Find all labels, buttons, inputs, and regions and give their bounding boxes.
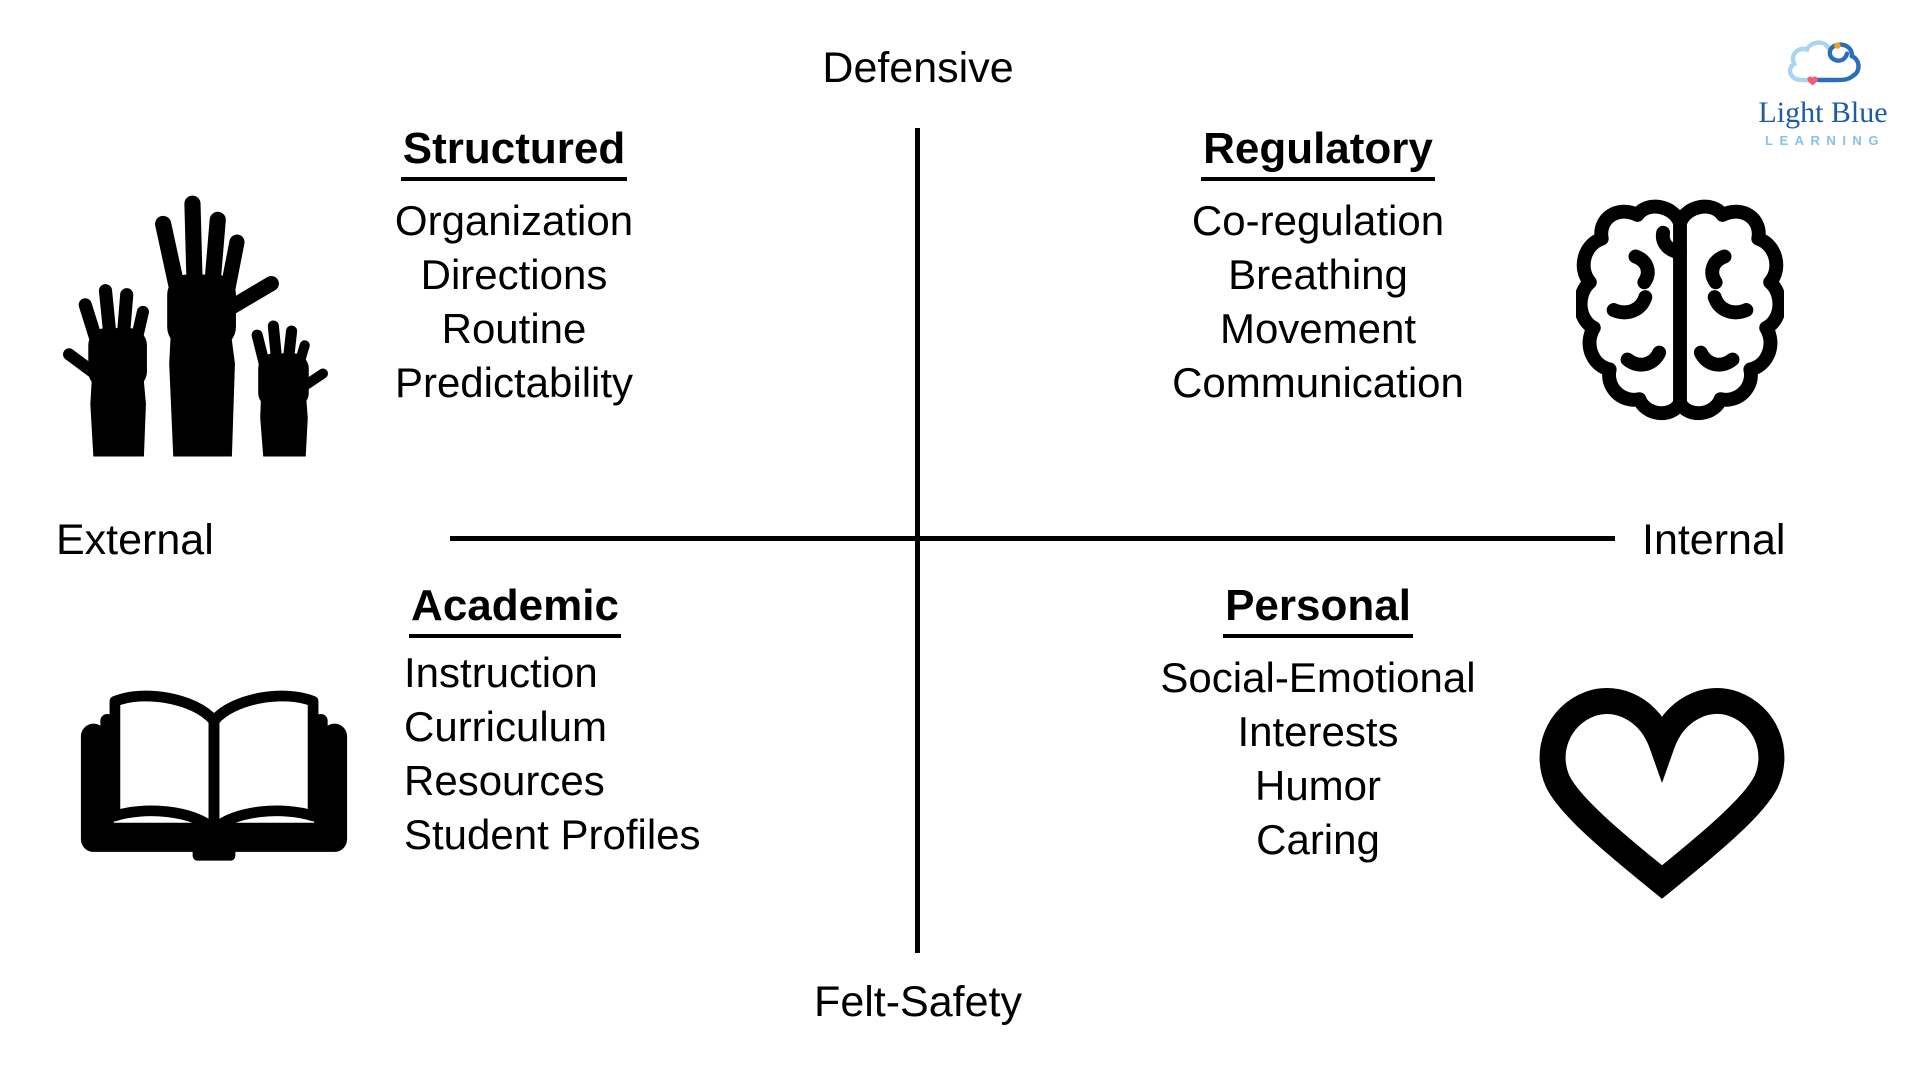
logo-subtitle: LEARNING [1765,133,1885,148]
list-item: Resources [404,757,605,804]
list-item: Breathing [1228,251,1408,298]
list-item: Directions [420,251,608,298]
quadrant-regulatory-title: Regulatory [1201,124,1435,181]
cloud-icon [1783,38,1863,90]
logo-name: Light Blue [1758,96,1888,129]
horizontal-axis-line [450,536,1615,541]
list-item: Organization [394,197,634,244]
raised-hands-icon [62,182,330,458]
list-item: Social-Emotional [1160,654,1476,701]
quadrant-personal-title: Personal [1223,581,1413,638]
logo-light-blue-learning [1752,38,1894,148]
quadrant-regulatory [1018,124,1618,410]
quadrant-regulatory-list [1018,194,1618,410]
list-item: Interests [1237,708,1399,755]
quadrant-academic-title: Academic [409,581,621,638]
open-book-icon [78,664,350,864]
list-item: Curriculum [404,703,608,750]
heart-icon [1522,660,1802,910]
brain-icon [1576,190,1784,430]
list-item: Instruction [404,649,598,696]
list-item: Movement [1219,305,1417,352]
axis-label-right: Internal [1642,516,1786,564]
list-item: Caring [1256,816,1380,863]
list-item: Routine [441,305,587,352]
axis-label-left: External [56,516,214,564]
list-item: Communication [1172,359,1464,406]
list-item: Co-regulation [1191,197,1445,244]
list-item: Student Profiles [404,811,701,858]
quadrant-academic-list [404,646,701,862]
quadrant-structured-title: Structured [401,124,627,181]
axis-label-bottom: Felt-Safety [814,978,1022,1026]
axis-label-top: Defensive [822,44,1014,92]
quadrant-academic [215,581,815,638]
list-item: Humor [1254,762,1382,809]
list-item: Predictability [394,359,634,406]
